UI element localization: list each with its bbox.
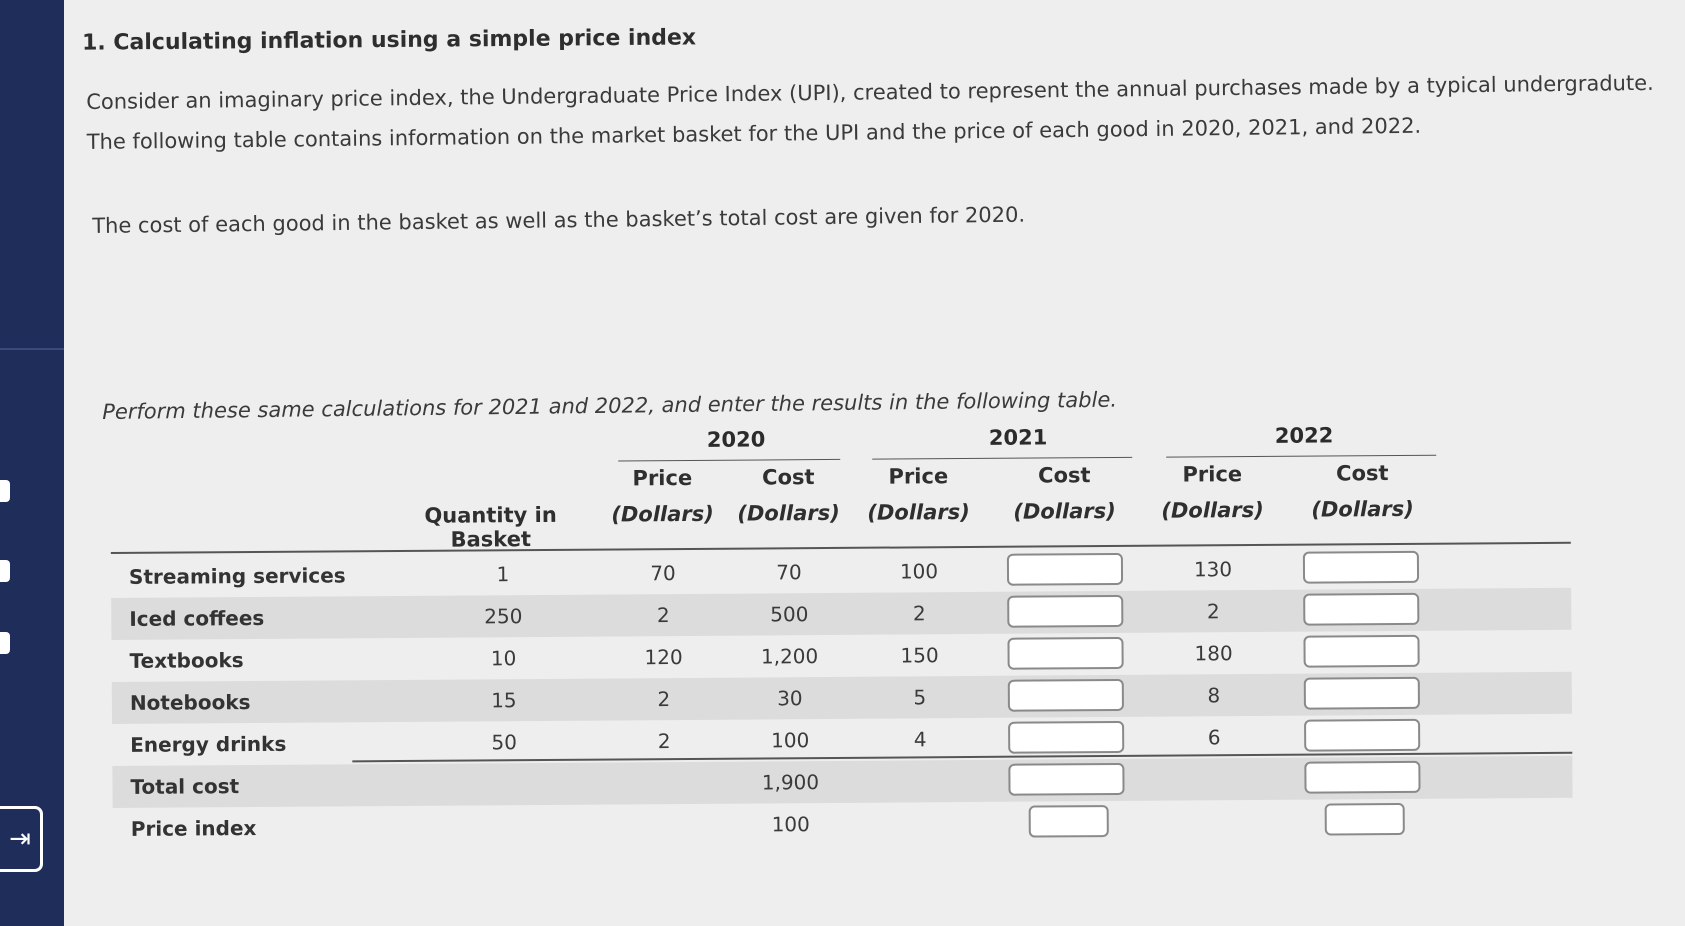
quantity-cell: 10: [490, 646, 517, 671]
price-2020-cell: 70: [650, 561, 676, 586]
quantity-cell: 1: [496, 562, 510, 587]
intro-line-1: Consider an imaginary price index, the Undergraduate Price Index (UPI), created to represent the annual purchases made by a typical undergradute.: [86, 70, 1654, 114]
cost-2021-input[interactable]: [1008, 721, 1124, 754]
price-2020-header: Price: [632, 465, 693, 491]
total-cost-2020: 1,900: [761, 770, 820, 795]
cost-2020-cell: 30: [777, 686, 803, 711]
price-2022-cell: 180: [1194, 641, 1233, 666]
quantity-cell: 15: [491, 688, 517, 713]
quantity-cell: 250: [484, 604, 523, 629]
year-2022-rule: [1166, 455, 1436, 458]
quantity-cell: 50: [491, 730, 517, 755]
price-index-2020: 100: [771, 812, 810, 837]
intro-line-2: The following table contains information on the market basket for the UPI and the price of each good in 2020, 2021, and 2022.: [86, 113, 1422, 154]
question-panel: [64, 0, 1685, 926]
price-2021-cell: 4: [913, 727, 927, 752]
cost-2020-cell: 1,200: [760, 644, 819, 669]
price-index-2022-input[interactable]: [1325, 803, 1405, 836]
cost-2020-unit: (Dollars): [737, 500, 840, 526]
cost-2022-input[interactable]: [1303, 551, 1419, 584]
row-label: Streaming services: [128, 563, 346, 589]
year-2020-rule: [618, 459, 840, 462]
price-2022-header: Price: [1182, 462, 1243, 487]
price-2020-unit: (Dollars): [611, 501, 714, 527]
given-info-text: The cost of each good in the basket as well as the basket’s total cost are given for 2020.: [92, 202, 1026, 238]
total-cost-2021-input[interactable]: [1008, 763, 1124, 796]
cost-2021-input[interactable]: [1008, 679, 1124, 712]
total-cost-label: Total cost: [130, 774, 240, 799]
price-index-row: [113, 798, 1573, 850]
price-2021-cell: 150: [900, 643, 939, 668]
cost-2021-input[interactable]: [1007, 637, 1123, 670]
cost-2020-cell: 500: [770, 602, 809, 627]
cost-2020-header: Cost: [762, 465, 815, 490]
price-2022-cell: 130: [1193, 557, 1233, 582]
price-2022-unit: (Dollars): [1161, 497, 1264, 523]
cost-2021-input[interactable]: [1007, 553, 1123, 586]
left-sidebar: [0, 0, 64, 926]
quantity-header: Quantity in Basket: [424, 502, 557, 552]
price-2020-cell: 2: [657, 687, 671, 712]
price-2021-cell: 2: [912, 601, 926, 626]
sidebar-marker: [0, 480, 10, 502]
cost-2022-input[interactable]: [1303, 635, 1419, 668]
price-2020-cell: 120: [644, 645, 683, 670]
row-label: Iced coffees: [129, 605, 265, 631]
cost-2022-header: Cost: [1336, 461, 1389, 486]
intro-paragraph: [86, 63, 1654, 162]
price-2021-header: Price: [888, 464, 949, 489]
sidebar-divider: [0, 348, 64, 350]
row-label: Notebooks: [129, 690, 251, 715]
price-2020-cell: 2: [657, 729, 671, 754]
sidebar-marker: [0, 560, 10, 582]
cost-2022-input[interactable]: [1304, 677, 1420, 710]
price-index-label: Price index: [130, 815, 257, 841]
price-2021-cell: 5: [913, 685, 927, 710]
question-title: 1. Calculating inflation using a simple price index: [81, 25, 697, 56]
price-2022-cell: 6: [1207, 725, 1221, 750]
row-label: Energy drinks: [130, 731, 287, 757]
year-2020-header: 2020: [706, 427, 766, 452]
price-index-table: [110, 422, 1573, 882]
cost-2021-input[interactable]: [1007, 595, 1123, 628]
cost-2022-input[interactable]: [1304, 719, 1420, 752]
cost-2020-cell: 100: [770, 728, 810, 753]
sidebar-marker: [0, 632, 10, 654]
exit-icon[interactable]: ⇥: [0, 806, 43, 872]
cost-2022-input[interactable]: [1303, 593, 1419, 626]
cost-2021-unit: (Dollars): [1013, 498, 1116, 524]
year-2021-header: 2021: [988, 425, 1048, 450]
price-2022-cell: 8: [1207, 683, 1221, 708]
year-2022-header: 2022: [1274, 423, 1334, 448]
price-2020-cell: 2: [656, 603, 670, 628]
year-2021-rule: [872, 457, 1132, 460]
cost-2022-unit: (Dollars): [1311, 496, 1414, 522]
cost-2021-header: Cost: [1038, 463, 1091, 488]
row-label: Textbooks: [129, 648, 244, 673]
price-index-2021-input[interactable]: [1029, 805, 1109, 838]
instruction-text: Perform these same calculations for 2021 and 2022, and enter the results in the following table.: [102, 387, 1118, 424]
total-cost-2022-input[interactable]: [1304, 761, 1420, 794]
cost-2020-cell: 70: [776, 560, 802, 585]
price-2022-cell: 2: [1206, 599, 1220, 624]
price-2021-unit: (Dollars): [867, 499, 970, 525]
price-2021-cell: 100: [899, 559, 939, 584]
